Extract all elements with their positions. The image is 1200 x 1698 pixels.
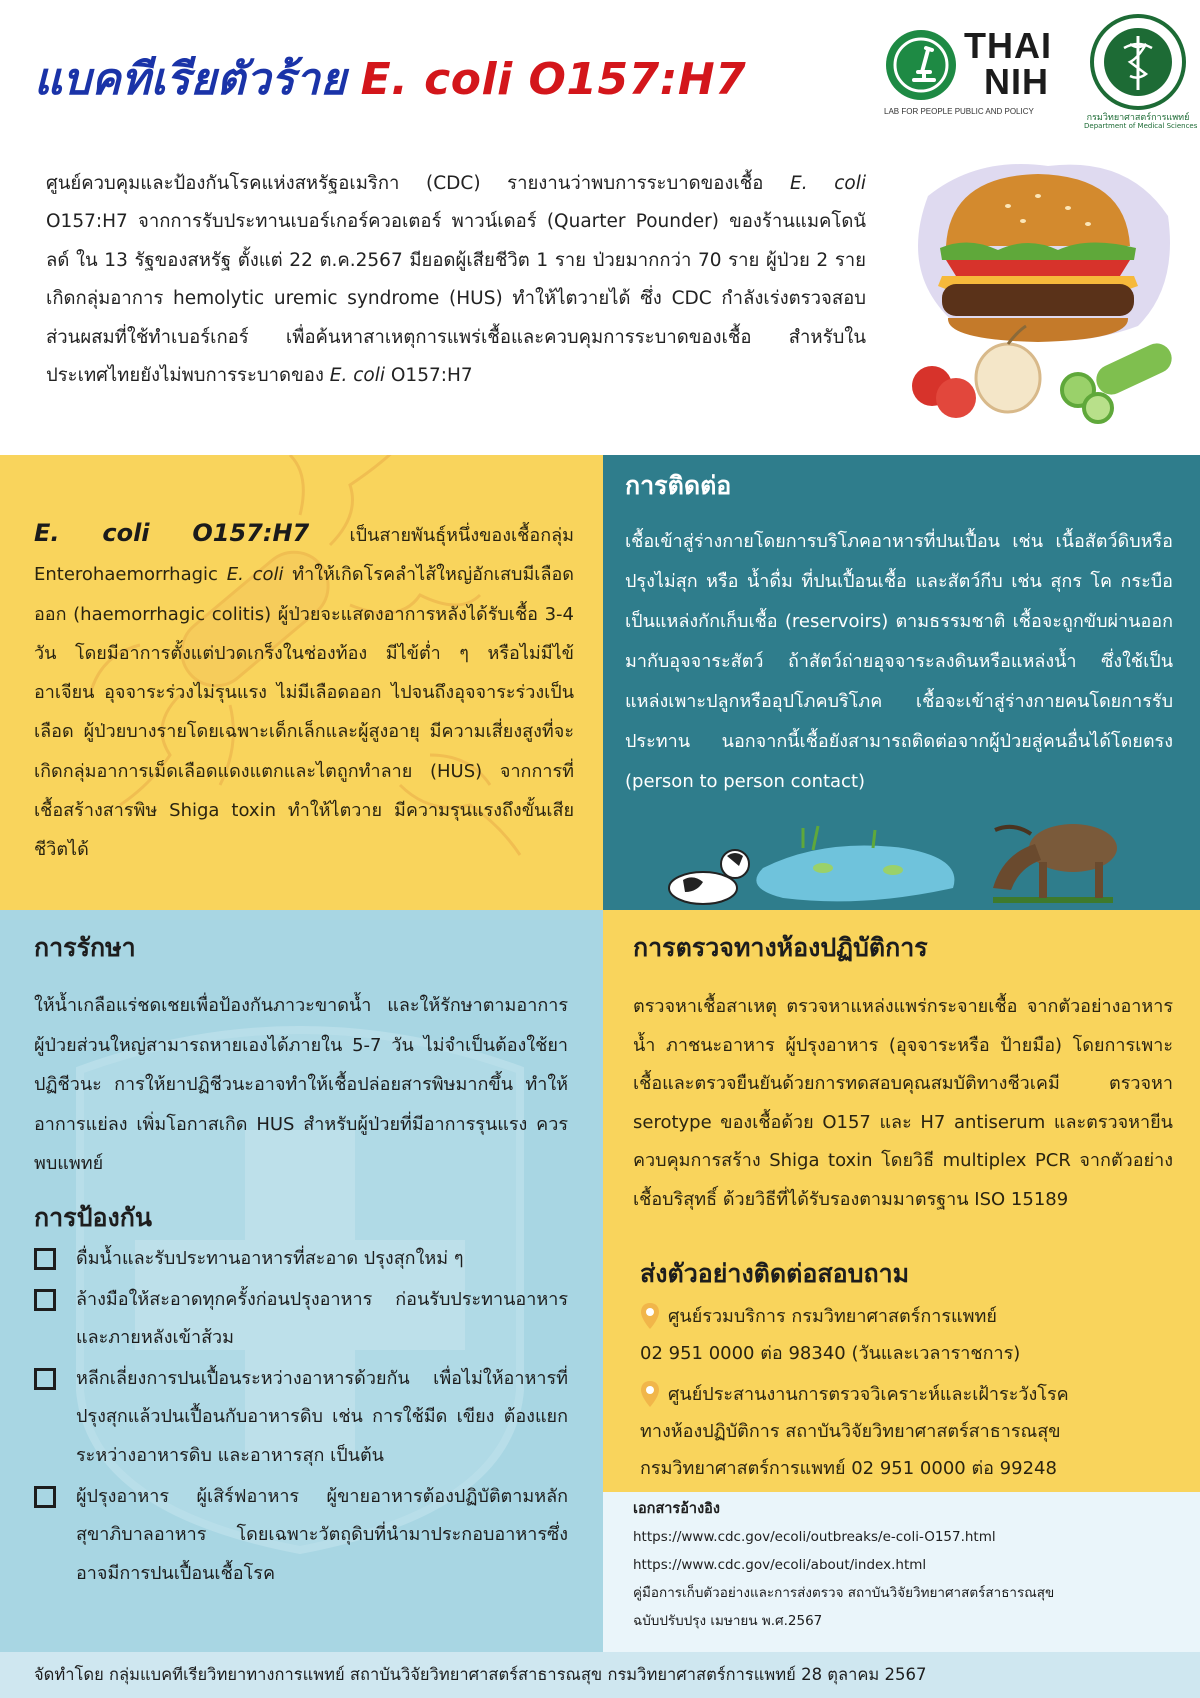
references bbox=[633, 1495, 1188, 1635]
thai-nih-tagline: LAB FOR PEOPLE PUBLIC AND POLICY bbox=[884, 107, 1034, 116]
ecoli-description bbox=[34, 514, 574, 870]
intro-organism: E. coli bbox=[790, 172, 866, 194]
footer-credit: จัดทำโดย กลุ่มแบคทีเรียวิทยาทางการแพทย์ สถาบันวิจัยวิทยาศาสตร์สาธารณสุข กรมวิทยาศาสตร์การแพทย์ 28 ตุลาคม 2567 bbox=[34, 1665, 927, 1684]
prevention-item bbox=[34, 1478, 568, 1594]
intro-paragraph bbox=[46, 165, 866, 397]
thai-nih-logo bbox=[884, 22, 1074, 117]
dmsc-seal-icon bbox=[1090, 14, 1186, 110]
contact-2-name: ศูนย์ประสานงานการตรวจวิเคราะห์และเฝ้าระวังโรค bbox=[668, 1384, 1069, 1405]
contact-1-name: ศูนย์รวมบริการ กรมวิทยาศาสตร์การแพทย์ bbox=[668, 1306, 997, 1327]
page-title bbox=[34, 44, 746, 114]
prevention-item-text: หลีกเลี่ยงการปนเปื้อนระหว่างอาหารด้วยกัน เพื่อไม่ให้อาหารที่ปรุงสุกแล้วปนเปื้อนกับอาหารดิบ เช่น การใช้มีด เขียง ต้องแยกระหว่างอาหารดิบ และอาหารสุก เป็นต้น bbox=[76, 1367, 568, 1466]
reference-link-1[interactable]: https://www.cdc.gov/ecoli/outbreaks/e-coli-O157.html bbox=[633, 1529, 996, 1545]
ecoli-text-italic: E. coli bbox=[226, 564, 284, 586]
intro-text-1: ศูนย์ควบคุมและป้องกันโรคแห่งสหรัฐอเมริกา (CDC) รายงานว่าพบการระบาดของเชื้อ bbox=[46, 172, 764, 194]
prevention-item bbox=[34, 1281, 568, 1358]
prevention-list bbox=[34, 1240, 568, 1595]
calf-icon bbox=[669, 850, 749, 904]
livestock-illustration bbox=[663, 808, 1123, 908]
contact-2-org: ทางห้องปฏิบัติการ สถาบันวิจัยวิทยาศาสตร์สาธารณสุข bbox=[640, 1421, 1061, 1442]
prevention-title: การป้องกัน bbox=[34, 1203, 152, 1232]
burger-illustration bbox=[898, 136, 1178, 428]
checkbox-icon bbox=[34, 1248, 56, 1270]
dmsc-logo bbox=[1084, 14, 1198, 130]
transmission-title: การติดต่อ bbox=[625, 471, 732, 500]
title-thai: แบคทีเรียตัวร้าย bbox=[34, 54, 347, 105]
lab-body: ตรวจหาเชื้อสาเหตุ ตรวจหาแหล่งแพร่กระจายเชื้อ จากตัวอย่างอาหาร น้ำ ภาชนะอาหาร ผู้ปรุงอาหาร (อุจจาระหรือ ป้ายมือ) โดยการเพาะเชื้อและตรวจยืนยันด้วยการทดสอบคุณสมบัติทางชีวเคมี ตรวจหา serotype ของเชื้อด้วย O157 และ H7 antiserum และตรวจหายีนควบคุมการสร้าง Shiga toxin โดยวิธี multiplex PCR จากตัวอย่างเชื้อบริสุทธิ์ ด้วยวิธีที่ได้รับรองตามมาตรฐาน ISO 15189 bbox=[633, 996, 1173, 1210]
intro-text-2: O157:H7 จากการรับประทานเบอร์เกอร์ควอเตอร์ พาวน์เดอร์ (Quarter Pounder) ของร้านแมคโดนัลด์ ใน 13 รัฐของสหรัฐ ตั้งแต่ 22 ต.ค.2567 มียอดผู้เสียชีวิต 1 ราย ป่วยมากกว่า 70 ราย ผู้ป่วย 2 รายเกิดกลุ่มอาการ hemolytic uremic syndrome (HUS) ทำให้ไตวายได้ ซึ่ง CDC กำลังเร่งตรวจสอบส่วนผสมที่ใช้ทำเบอร์เกอร์ เพื่อค้นหาสาเหตุการแพร่เชื้อและควบคุมการระบาดของเชื้อ สำหรับในประเทศไทยยังไม่พบการระบาดของ bbox=[46, 211, 866, 387]
prevention-item bbox=[34, 1240, 568, 1279]
prevention-item-text: ดื่มน้ำและรับประทานอาหารที่สะอาด ปรุงสุกใหม่ ๆ bbox=[76, 1248, 464, 1269]
contact-2-phone: กรมวิทยาศาสตร์การแพทย์ 02 951 0000 ต่อ 99248 bbox=[640, 1458, 1057, 1479]
reference-3-line-2: ฉบับปรับปรุง เมษายน พ.ศ.2567 bbox=[633, 1613, 823, 1629]
title-organism: E. coli O157:H7 bbox=[360, 54, 747, 105]
references-title: เอกสารอ้างอิง bbox=[633, 1501, 720, 1517]
reference-link-2[interactable]: https://www.cdc.gov/ecoli/about/index.html bbox=[633, 1557, 927, 1573]
checkbox-icon bbox=[34, 1368, 56, 1390]
thai-nih-word-nih: NIH bbox=[984, 61, 1049, 102]
lab-title: การตรวจทางห้องปฏิบัติการ bbox=[633, 933, 928, 962]
prevention-item-text: ล้างมือให้สะอาดทุกครั้งก่อนปรุงอาหาร ก่อนรับประทานอาหาร และภายหลังเข้าส้วม bbox=[76, 1288, 568, 1349]
intro-organism-2: E. coli bbox=[329, 365, 385, 387]
contact-coordination-center bbox=[640, 1376, 1180, 1487]
reference-3-line-1: คู่มือการเก็บตัวอย่างและการส่งตรวจ สถาบันวิจัยวิทยาศาสตร์สาธารณสุข bbox=[633, 1585, 1055, 1601]
checkbox-icon bbox=[34, 1289, 56, 1311]
dmsc-name-english: Department of Medical Sciences bbox=[1084, 122, 1198, 130]
dmsc-name-thai: กรมวิทยาศาสตร์การแพทย์ bbox=[1086, 113, 1190, 123]
prevention-item-text: ผู้ปรุงอาหาร ผู้เสิร์ฟอาหาร ผู้ขายอาหารต้องปฏิบัติตามหลักสุขาภิบาลอาหาร โดยเฉพาะวัตถุดิบที่นำมาประกอบอาหารซึ่งอาจมีการปนเปื้อนเชื้อโรค bbox=[76, 1485, 568, 1584]
ecoli-lead: E. coli O157:H7 bbox=[34, 519, 310, 547]
location-pin-icon bbox=[640, 1380, 660, 1408]
intro-text-3: O157:H7 bbox=[384, 365, 473, 387]
ecoli-text-1: เป็นสายพันธุ์หนึ่งของเชื้อกลุ่ม Enterohaemorrhagic bbox=[34, 525, 574, 586]
buffalo-icon bbox=[993, 824, 1117, 900]
treatment-body: ให้น้ำเกลือแร่ชดเชยเพื่อป้องกันภาวะขาดน้ำ และให้รักษาตามอาการ ผู้ป่วยส่วนใหญ่สามารถหายเองได้ภายใน 5-7 วัน ไม่จำเป็นต้องใช้ยาปฏิชีวนะ การให้ยาปฏิชีวนะอาจทำให้เชื้อปล่อยสารพิษมากขึ้น ทำให้อาการแย่ลง เพิ่มโอกาสเกิด HUS สำหรับผู้ป่วยที่มีอาการรุนแรง ควรพบแพทย์ bbox=[34, 995, 568, 1174]
contact-1-phone: 02 951 0000 ต่อ 98340 (วันและเวลาราชการ) bbox=[640, 1343, 1021, 1364]
checkbox-icon bbox=[34, 1486, 56, 1508]
prevention-item bbox=[34, 1360, 568, 1476]
thai-nih-word-thai: THAI bbox=[964, 25, 1052, 66]
ecoli-text-2: ทำให้เกิดโรคลำไส้ใหญ่อักเสบมีเลือดออก (haemorrhagic colitis) ผู้ป่วยจะแสดงอาการหลังได้รับเชื้อ 3-4 วัน โดยมีอาการตั้งแต่ปวดเกร็งในช่องท้อง มีไข้ต่ำ ๆ หรือไม่มีไข้ อาเจียน อุจจาระร่วงไม่รุนแรง ไม่มีเลือดออก ไปจนถึงอุจจาระร่วงเป็นเลือด ผู้ป่วยบางรายโดยเฉพาะเด็กเล็กและผู้สูงอายุ มีความเสี่ยงสูงที่จะเกิดกลุ่มอาการเม็ดเลือดแดงแตกและไตถูกทำลาย (HUS) จากการที่เชื้อสร้างสารพิษ Shiga toxin ทำให้ไตวาย มีความรุนแรงถึงขั้นเสียชีวิตได้ bbox=[34, 564, 574, 861]
microscope-icon bbox=[884, 28, 958, 102]
contact-service-center bbox=[640, 1298, 1180, 1372]
location-pin-icon bbox=[640, 1302, 660, 1330]
treatment-title: การรักษา bbox=[34, 933, 136, 962]
transmission-body: เชื้อเข้าสู่ร่างกายโดยการบริโภคอาหารที่ปนเปื้อน เช่น เนื้อสัตว์ดิบหรือปรุงไม่สุก หรือ น้ำดื่ม ที่ปนเปื้อนเชื้อ และสัตว์กีบ เช่น สุกร โค กระบือ เป็นแหล่งกักเก็บเชื้อ (reservoirs) ตามธรรมชาติ เชื้อจะถูกขับผ่านออกมากับอุจจาระสัตว์ ถ้าสัตว์ถ่ายอุจจาระลงดินหรือแหล่งน้ำ ซึ่งใช้เป็นแหล่งเพาะปลูกหรืออุปโภคบริโภค เชื้อจะเข้าสู่ร่างกายคนโดยการรับประทาน นอกจากนี้เชื้อยังสามารถติดต่อจากผู้ป่วยสู่คนอื่นได้โดยตรง (person to person contact) bbox=[625, 531, 1173, 792]
contact-title: ส่งตัวอย่างติดต่อสอบถาม bbox=[640, 1259, 910, 1288]
